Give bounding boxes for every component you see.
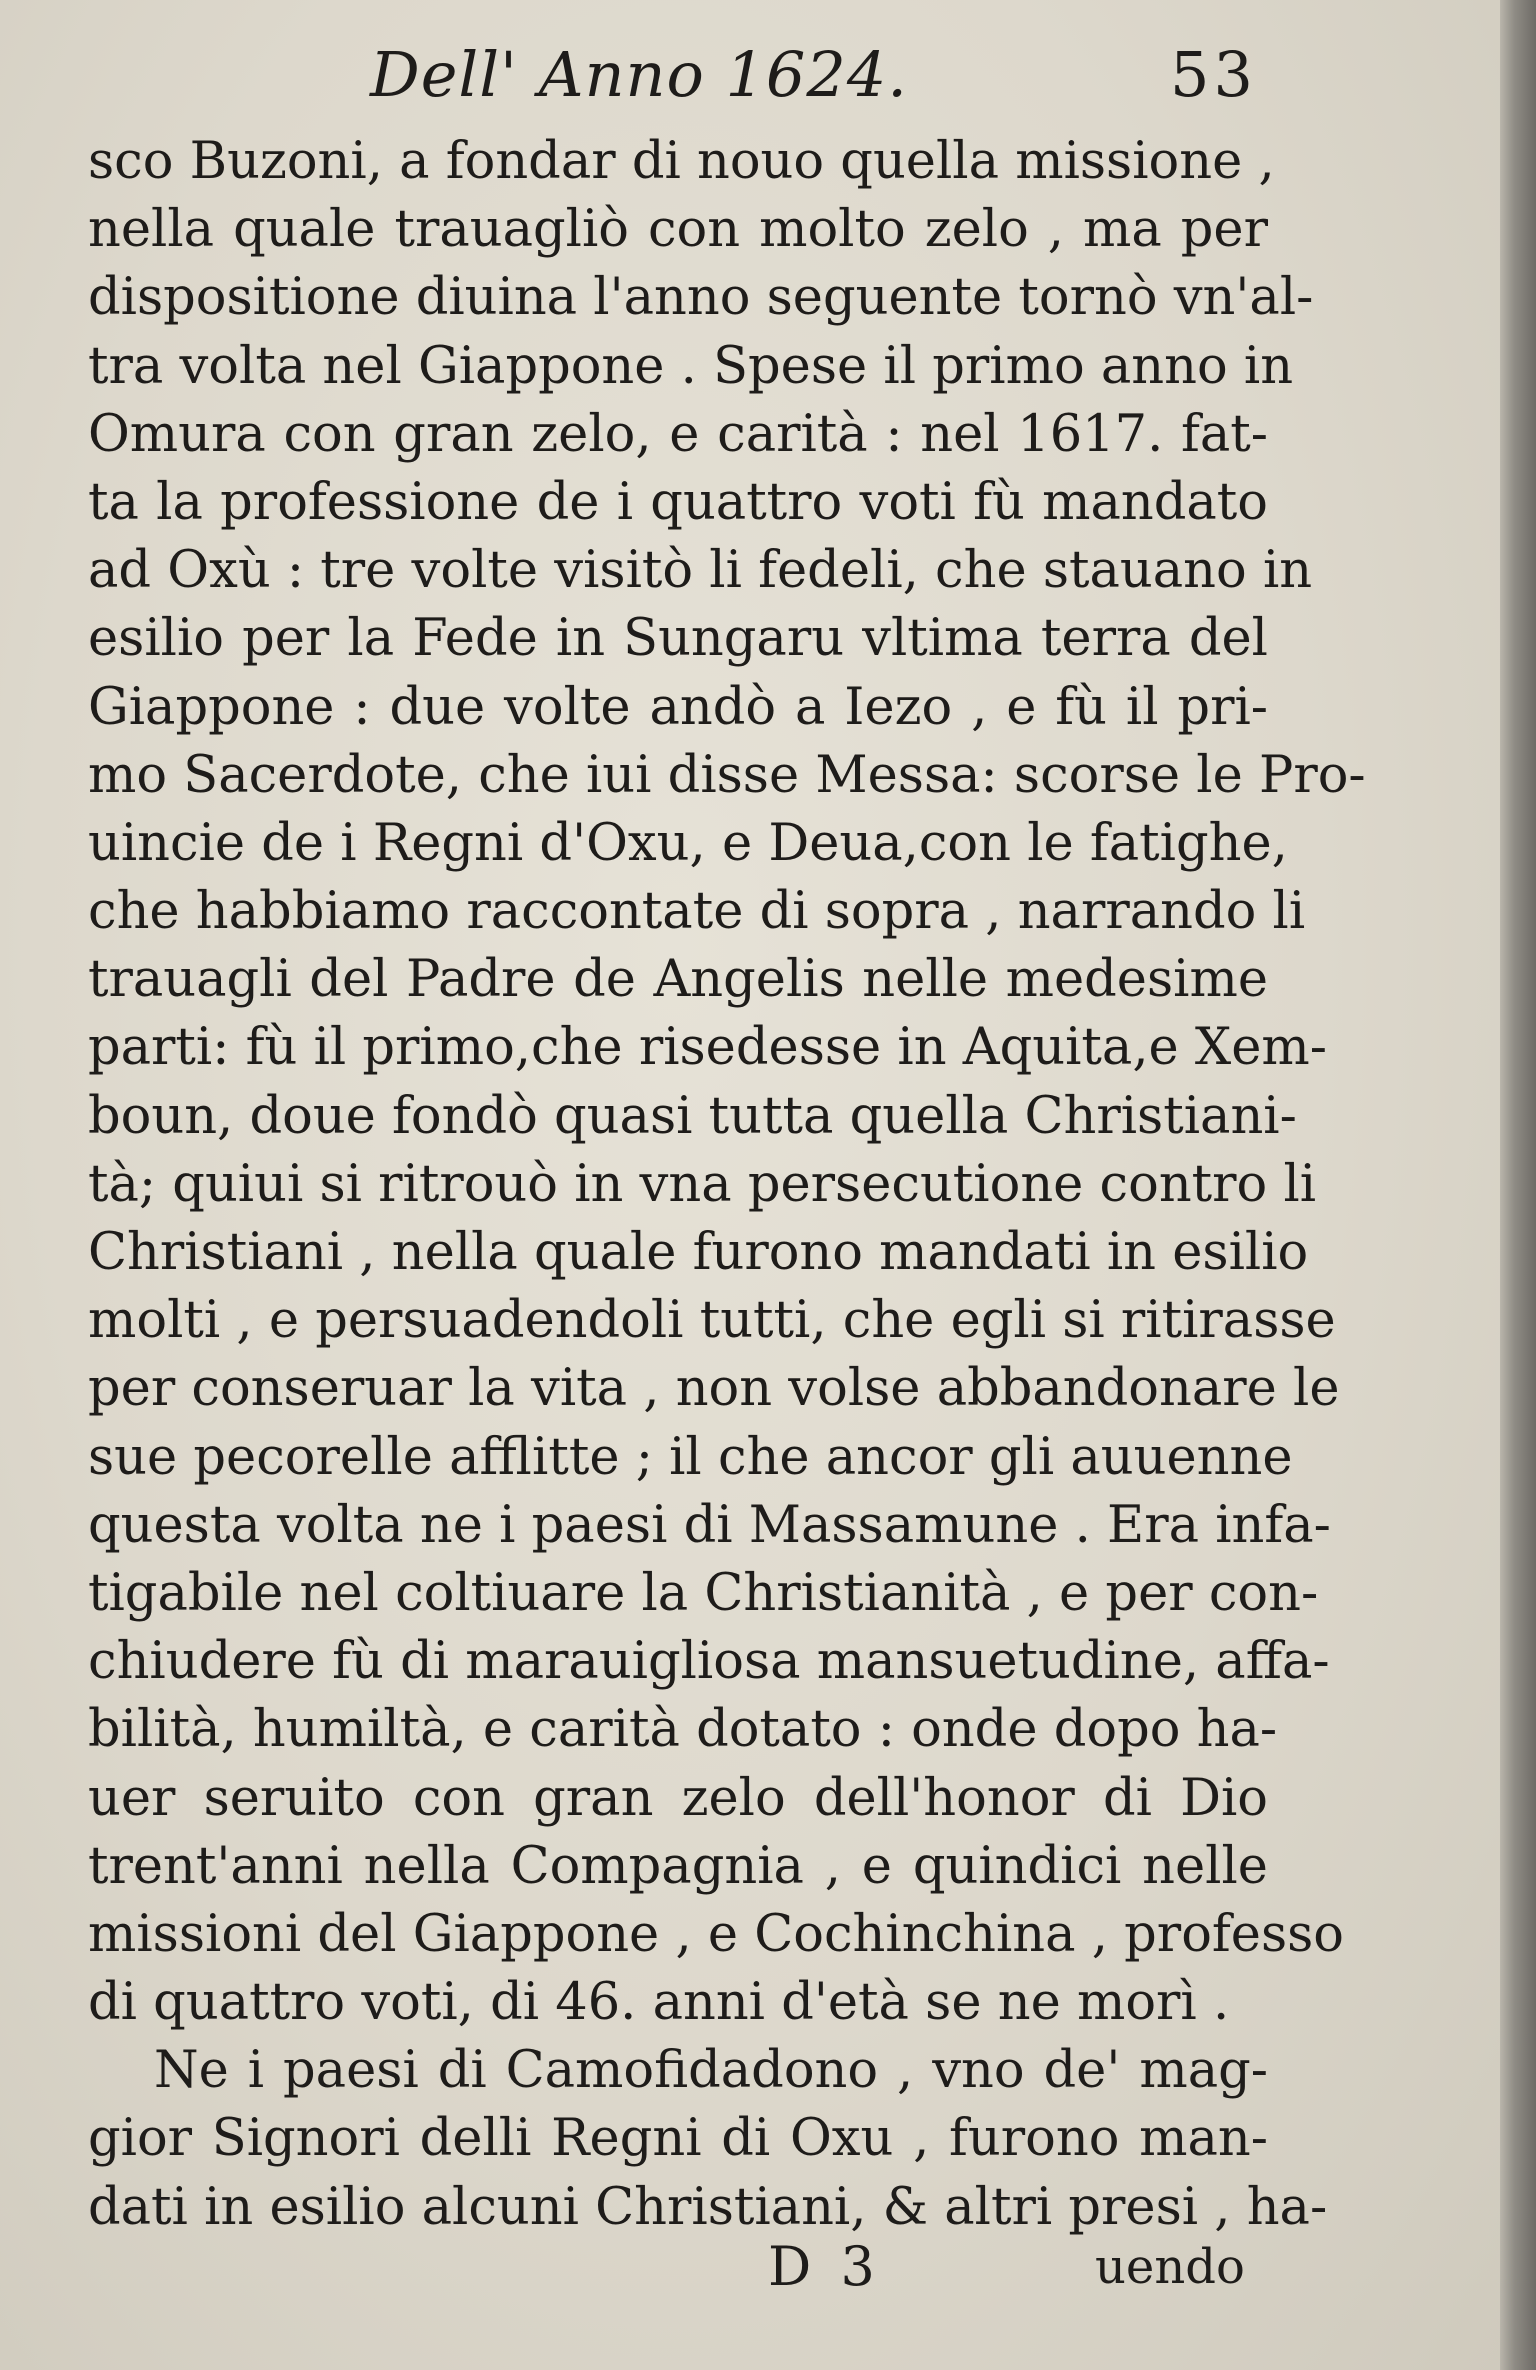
text-line: nella quale trauagliò con molto zelo , ma per [88,200,1268,260]
text-line: tigabile nel coltiuare la Christianità , e per con- [88,1563,1319,1623]
book-gutter [1500,0,1536,2370]
text-line: Giappone : due volte andò a Iezo , e fù il pri- [88,677,1268,737]
text-line: missioni del Giappone , e Cochinchina , professo [88,1904,1344,1964]
text-line: trent'anni nella Compagnia , e quindici nelle [88,1836,1268,1896]
text-line: parti: fù il primo,che risedesse in Aquita,e Xem- [88,1018,1328,1078]
text-line: di quattro voti, di 46. anni d'età se ne morì . [88,1973,1230,2033]
text-line: dispositione diuina l'anno seguente tornò vn'al- [88,268,1314,328]
paragraph-first-line: Ne i paesi di Camofidadono , vno de' mag- [154,2041,1268,2101]
text-line: questa volta ne i paesi di Massamune . Era infa- [88,1495,1331,1555]
page-number: 53 [1170,38,1257,111]
text-line: per conseruar la vita , non volse abbandonare le [88,1359,1340,1419]
body-text [88,128,1366,2242]
text-line: chiudere fù di marauigliosa mansuetudine, affa- [88,1632,1330,1692]
text-line: molti , e persuadendoli tutti, che egli si ritirasse [88,1291,1336,1351]
running-title: Dell' Anno 1624. [370,38,908,111]
text-line: boun, doue fondò quasi tutta quella Christiani- [88,1086,1297,1146]
text-line: Christiani , nella quale furono mandati in esilio [88,1223,1309,1282]
text-line: ad Oxù : tre volte visitò li fedeli, che stauano in [88,541,1313,601]
text-line: mo Sacerdote, che iui disse Messa: scorse le Pro- [88,745,1366,805]
page-footer [0,2235,1500,2305]
text-line: Omura con gran zelo, e carità : nel 1617. fat- [88,404,1268,464]
text-line: tra volta nel Giappone . Spese il primo anno in [88,336,1294,396]
text-line: trauagli del Padre de Angelis nelle medesime [88,950,1268,1010]
text-line: tà; quiui si ritrouò in vna persecutione contro li [88,1154,1317,1214]
text-line: uer seruito con gran zelo dell'honor di Dio [88,1768,1268,1828]
text-line: dati in esilio alcuni Christiani, & altri presi , ha- [88,2177,1328,2237]
text-line: uincie de i Regni d'Oxu, e Deua,con le fatighe, [88,813,1288,873]
text-line: esilio per la Fede in Sungaru vltima terra del [88,609,1268,669]
page-header [0,38,1500,118]
text-line: bilità, humiltà, e carità dotato : onde dopo ha- [88,1700,1278,1760]
text-line: ta la professione de i quattro voti fù mandato [88,472,1268,532]
text-line: sue pecorelle afflitte ; il che ancor gli auuenne [88,1427,1293,1487]
catchword: uendo [1095,2239,1245,2295]
signature-mark: D 3 [768,2235,881,2298]
text-line: sco Buzoni, a fondar di nouo quella missione , [88,132,1275,191]
text-line: gior Signori delli Regni di Oxu , furono man- [88,2109,1268,2169]
text-line: che habbiamo raccontate di sopra , narrando li [88,882,1306,942]
